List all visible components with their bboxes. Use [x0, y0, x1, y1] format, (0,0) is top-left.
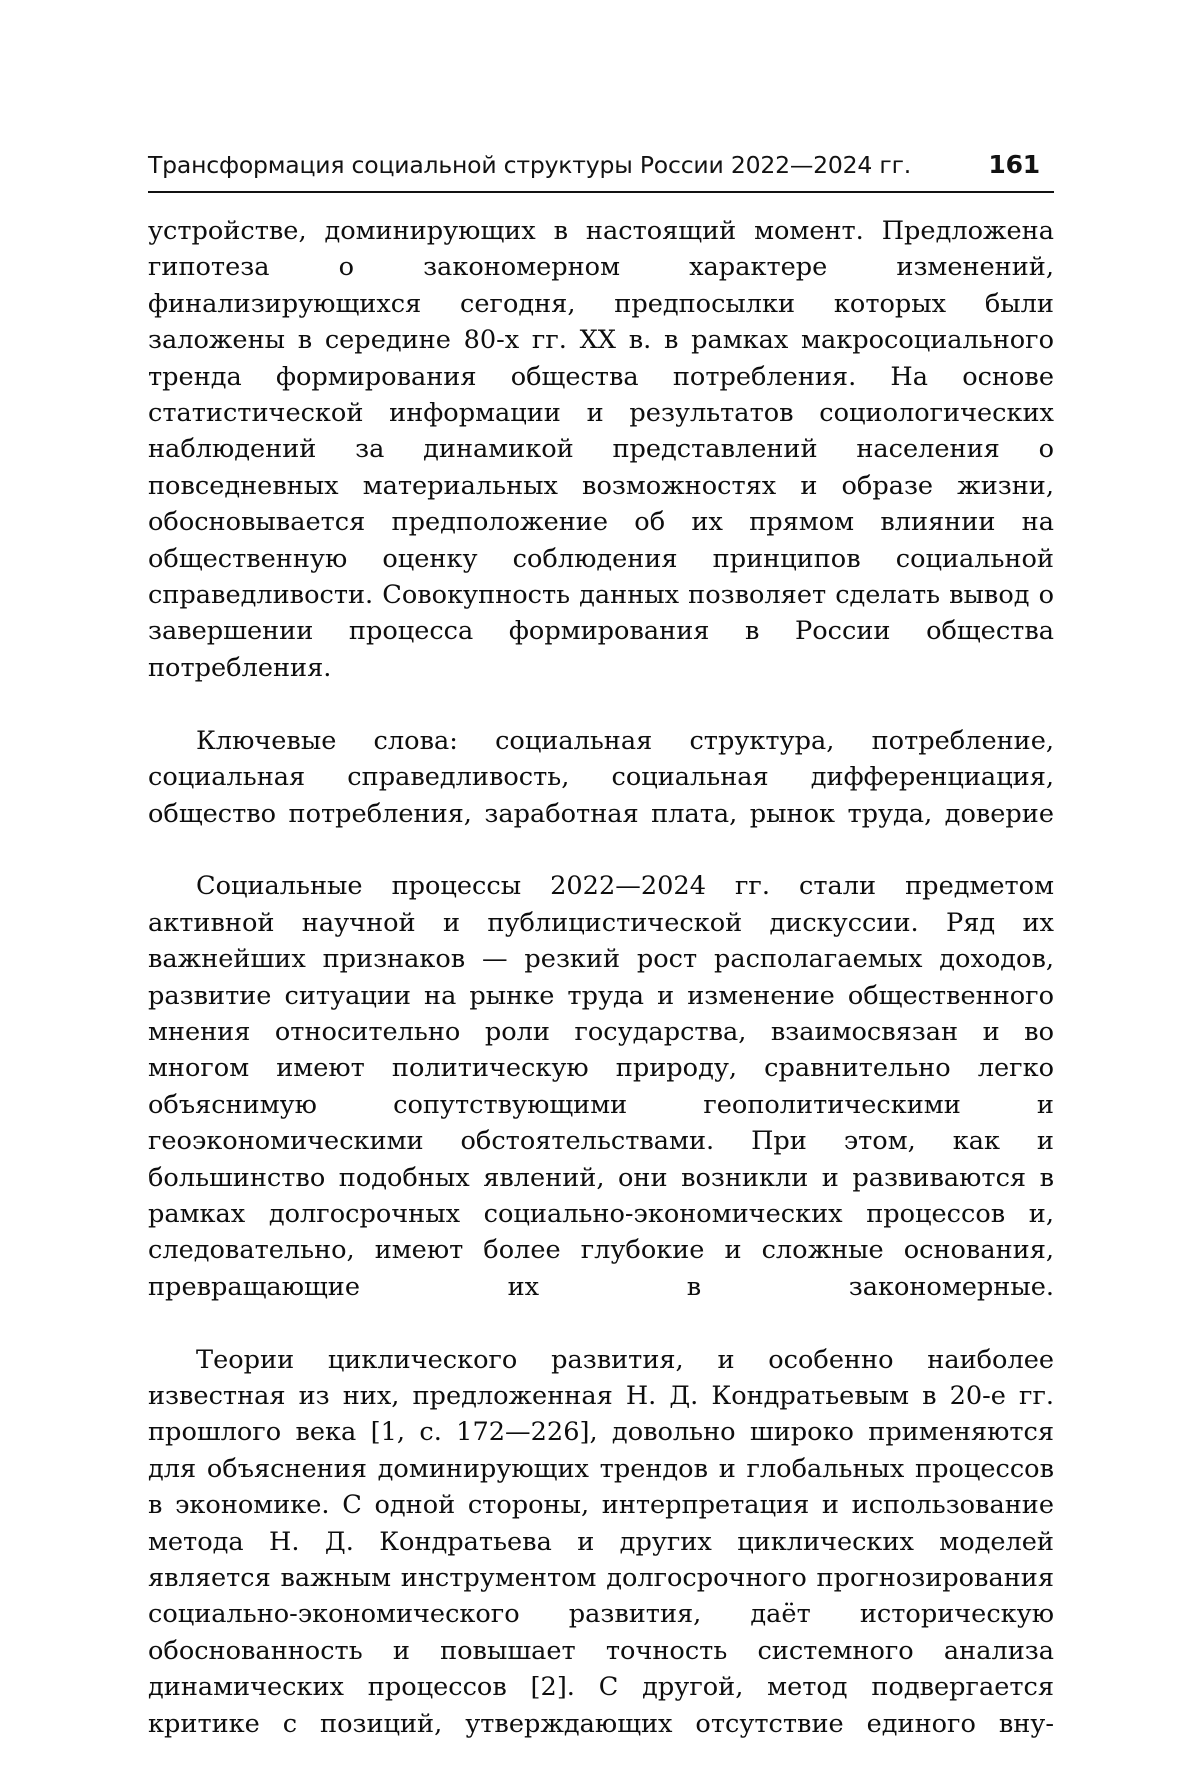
body-text: [148, 213, 1054, 1778]
paragraph-abstract-continuation: устройстве, доминирующих в настоящий момент. Предложена гипотеза о закономерном характере изменений, финализирующихся сегодня, предпосылки которых были заложены в середине 80-х гг. XX в. в рамках макросоциального тренда формирования общества потребления. На основе статистической информации и результатов социологических наблюдений за динамикой представлений населения о повседневных материальных возможностях и образе жизни, обосновывается предположение об их прямом влиянии на общественную оценку соблюдения принципов социальной справедливости. Совокупность данных позволяет сделать вывод о завершении процесса формирования в России общества потребления.: [148, 216, 1054, 683]
running-header: [148, 150, 1054, 191]
page-number: 161: [988, 150, 1040, 179]
running-header-title: Трансформация социальной структуры России 2022—2024 гг.: [148, 151, 911, 179]
paragraph-intro-2: Теории циклического развития, и особенно наиболее известная из них, предложенная Н. Д. Кондратьевым в 20-е гг. прошлого века [1, с. 172—226], довольно широко применяются для объяснения доминирующих трендов и глобальных процессов в экономике. С одной стороны, интерпретация и использование метода Н. Д. Кондратьева и других циклических моделей является важным инструментом долгосрочного прогнозирования социально-экономического развития, даёт историческую обоснованность и повышает точность системного анализа динамических процессов [2]. С другой, метод подвергается критике с позиций, утверждающих отсутствие единого вну-: [148, 1344, 1054, 1739]
paragraph-keywords: Ключевые слова: социальная структура, потребление, социальная справедливость, социальная дифференциация, общество потребления, заработная плата, рынок труда, доверие: [148, 725, 1054, 829]
page-content: [148, 150, 1054, 1778]
paragraph-intro-1: Социальные процессы 2022—2024 гг. стали предметом активной научной и публицистической дискуссии. Ряд их важнейших признаков — резкий рост располагаемых доходов, развитие ситуации на рынке труда и изменение общественного мнения относительно роли государства, взаимосвязан и во многом имеют политическую природу, сравнительно легко объяснимую сопутствующими геополитическими и геоэкономическими обстоятельствами. При этом, как и большинство подобных явлений, они возникли и развиваются в рамках долгосрочных социально-экономических процессов и, следовательно, имеют более глубокие и сложные основания, превращающие их в закономерные.: [148, 871, 1054, 1302]
header-divider: [148, 191, 1054, 193]
